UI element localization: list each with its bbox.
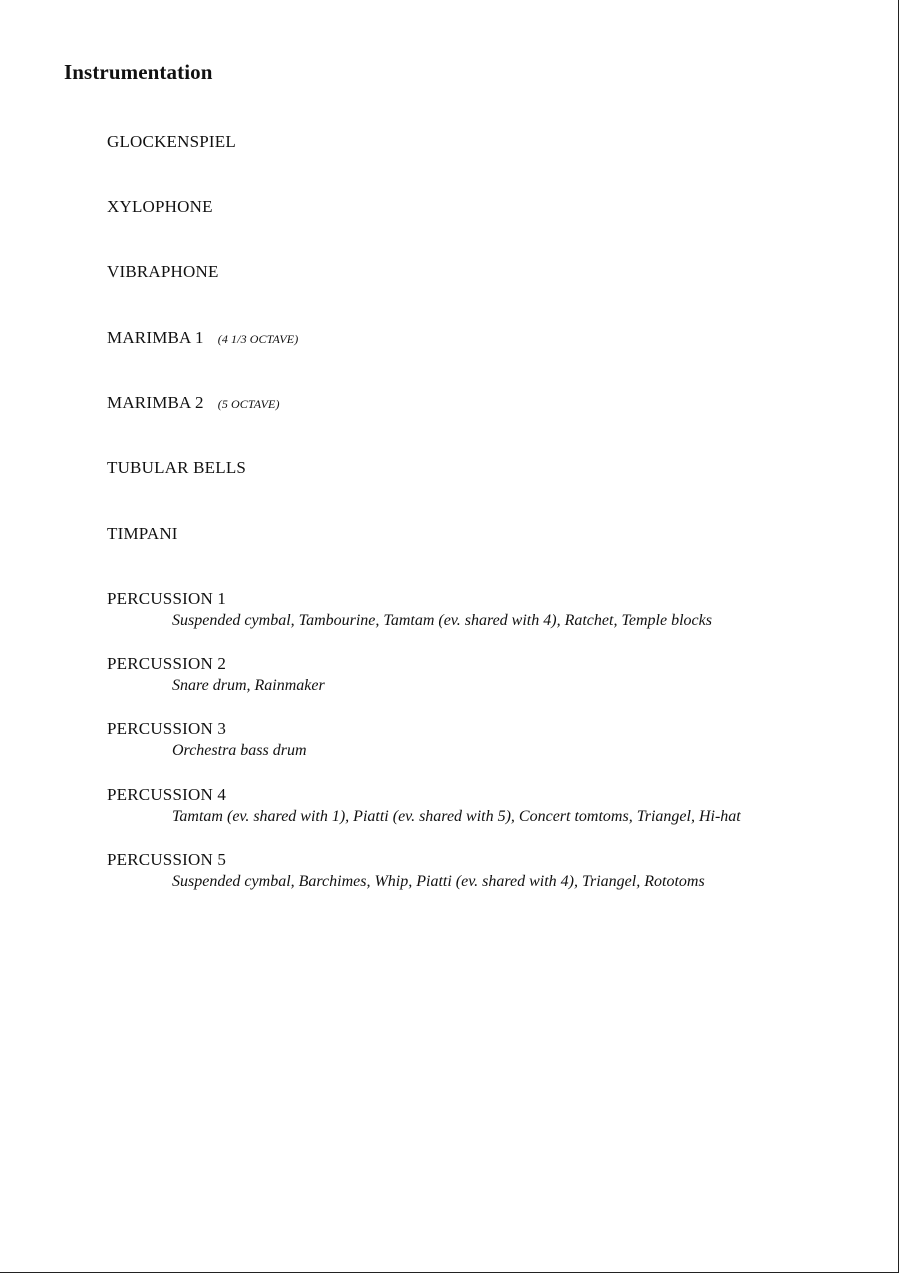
instrument-name: TUBULAR BELLS xyxy=(107,458,247,477)
instrument-name: GLOCKENSPIEL xyxy=(107,132,236,151)
instrument-percussion-5 xyxy=(107,849,226,871)
instrument-name: TIMPANI xyxy=(107,524,178,543)
instrument-percussion-1 xyxy=(107,588,226,610)
percussion-1-detail: Suspended cymbal, Tambourine, Tamtam (ev. shared with 4), Ratchet, Temple blocks xyxy=(172,612,712,629)
instrument-vibraphone xyxy=(107,261,219,283)
percussion-3-detail: Orchestra bass drum xyxy=(172,742,307,759)
instrument-marimba-1 xyxy=(107,327,298,350)
instrument-name: XYLOPHONE xyxy=(107,197,213,216)
instrument-name: MARIMBA 2 xyxy=(107,393,204,412)
instrument-name: PERCUSSION 5 xyxy=(107,850,227,869)
instrument-percussion-4 xyxy=(107,784,226,806)
instrument-name: PERCUSSION 4 xyxy=(107,785,227,804)
instrument-name: PERCUSSION 3 xyxy=(107,719,227,738)
instrument-name: VIBRAPHONE xyxy=(107,262,219,281)
percussion-4-detail: Tamtam (ev. shared with 1), Piatti (ev. shared with 5), Concert tomtoms, Triangel, Hi-hat xyxy=(172,808,741,825)
instrument-name: PERCUSSION 2 xyxy=(107,654,227,673)
instrument-marimba-2 xyxy=(107,392,280,415)
instrument-glockenspiel xyxy=(107,131,236,153)
percussion-2-detail: Snare drum, Rainmaker xyxy=(172,677,325,694)
instrument-range-note: (5 OCTAVE) xyxy=(217,397,280,411)
instrument-range-note: (4 1/3 OCTAVE) xyxy=(217,332,299,346)
instrument-percussion-2 xyxy=(107,653,226,675)
percussion-5-detail: Suspended cymbal, Barchimes, Whip, Piatti (ev. shared with 4), Triangel, Rototoms xyxy=(172,873,705,890)
instrument-xylophone xyxy=(107,196,213,218)
instrument-name: PERCUSSION 1 xyxy=(107,589,227,608)
instrument-name: MARIMBA 1 xyxy=(107,328,204,347)
instrument-timpani xyxy=(107,523,178,545)
page-title: Instrumentation xyxy=(64,60,213,84)
instrument-tubular-bells xyxy=(107,457,246,479)
instrument-percussion-3 xyxy=(107,718,226,740)
